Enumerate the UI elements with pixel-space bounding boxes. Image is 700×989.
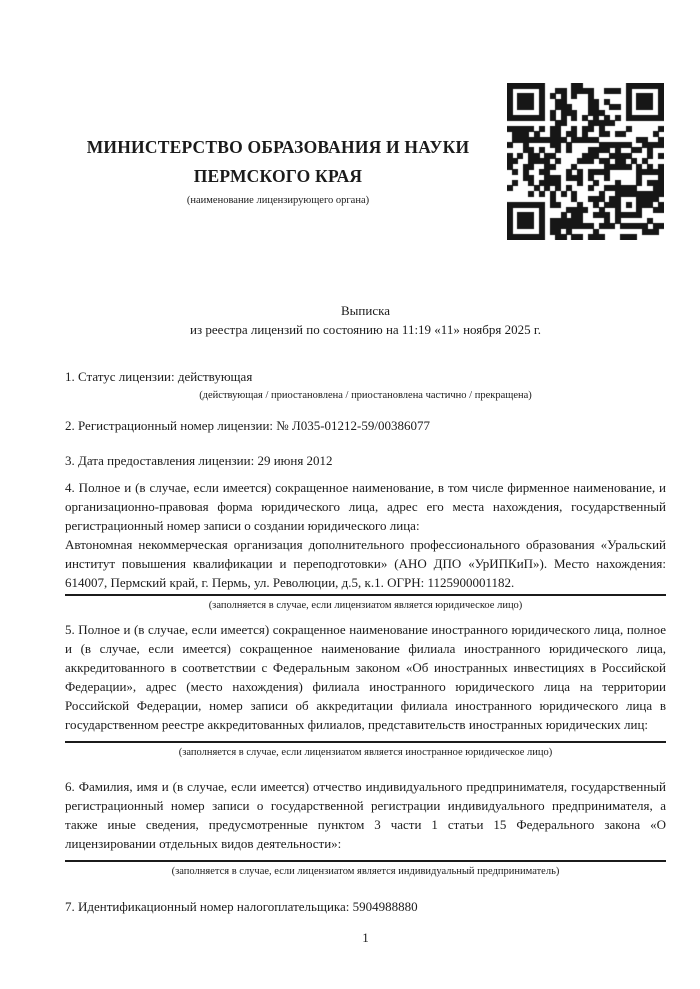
license-status-text: 1. Статус лицензии: действующая — [65, 369, 253, 384]
document-title — [65, 301, 666, 339]
taxpayer-number-item — [65, 897, 666, 916]
page-number: 1 — [362, 930, 369, 945]
ministry-name-line1: МИНИСТЕРСТВО ОБРАЗОВАНИЯ И НАУКИ — [86, 137, 470, 157]
legal-entity-rule — [65, 594, 666, 596]
taxpayer-number-text: 7. Идентификационный номер налогоплательщика: 5904988880 — [65, 899, 418, 914]
legal-entity-item — [65, 478, 666, 613]
license-grant-date-text: 3. Дата предоставления лицензии: 29 июня 2012 — [65, 453, 333, 468]
entrepreneur-caption: (заполняется в случае, если лицензиатом является индивидуальный предприниматель) — [171, 866, 560, 877]
entrepreneur-intro: 6. Фамилия, имя и (в случае, если имеется) отчество индивидуального предпринимателя, государственный регистрационный номер записи о государственной регистрации индивидуального предпринимателя, а также иные сведения, предусмотренные пунктом 3 части 1 статьи 15 Федерального закона «О лицензировании отдельных видов деятельности»: — [65, 779, 666, 851]
foreign-entity-caption: (заполняется в случае, если лицензиатом является иностранное юридическое лицо) — [178, 747, 553, 758]
legal-entity-caption: (заполняется в случае, если лицензиатом является юридическое лицо) — [208, 600, 523, 611]
legal-entity-intro: 4. Полное и (в случае, если имеется) сокращенное наименование, в том числе фирменное наименование, и организационно-правовая форма юридического лица, адрес его места нахождения, государственный регистрационный номер записи о создании юридического лица: — [65, 480, 666, 533]
entrepreneur-rule — [65, 860, 666, 862]
licensing-authority-caption: (наименование лицензирующего органа) — [186, 195, 370, 206]
ministry-name-line2: ПЕРМСКОГО КРАЯ — [193, 166, 363, 186]
legal-entity-value: Автономная некоммерческая организация дополнительного профессионального образования «Уральский институт повышения квалификации и переподготовки» (АНО ДПО «УрИПКиП»). Место нахождения: 614007, Пермский край, г. Пермь, ул. Революции, д.5, к.1. ОГРН: 1125900001182. — [65, 537, 666, 590]
license-status-options-caption: (действующая / приостановлена / приостановлена частично / прекращена) — [199, 390, 532, 401]
qr-code — [507, 83, 664, 240]
foreign-entity-item — [65, 620, 666, 760]
license-grant-date-item — [65, 451, 666, 470]
license-status-item — [65, 367, 666, 403]
foreign-entity-intro: 5. Полное и (в случае, если имеется) сокращенное наименование иностранного юридического лица, полное и (в случае, если имеется) сокращенное наименование филиала иностранного юридического лица, аккредитованного в соответствии с Федеральным законом «Об иностранных инвестициях в Российской Федерации», адрес (место нахождения) филиала иностранного юридического лица на территории Российской Федерации, номер записи об аккредитации филиала иностранного юридического лица в государственном реестре аккредитованных филиалов, представительств иностранных юридических лиц: — [65, 622, 666, 732]
licensing-authority-header — [65, 133, 491, 209]
document-title-line2: из реестра лицензий по состоянию на 11:19 «11» ноября 2025 г. — [190, 322, 541, 337]
document-title-line1: Выписка — [341, 303, 390, 318]
registration-number-text: 2. Регистрационный номер лицензии: № Л035-01212-59/00386077 — [65, 418, 431, 433]
foreign-entity-rule — [65, 741, 666, 743]
entrepreneur-item — [65, 777, 666, 879]
registration-number-item — [65, 416, 666, 435]
